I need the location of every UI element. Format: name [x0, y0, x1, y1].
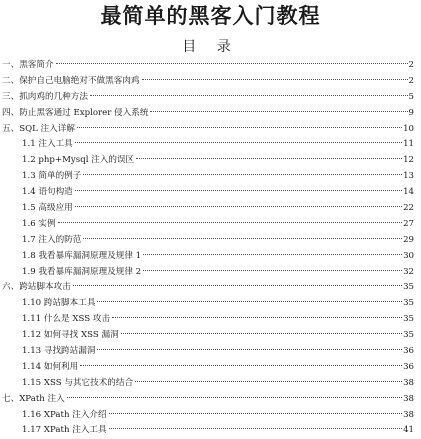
toc-dot-leader	[75, 190, 402, 191]
toc-entry-label: 1.11 什么是 XSS 攻击	[22, 314, 111, 325]
toc-dot-leader	[112, 317, 402, 318]
toc-dot-leader	[90, 95, 408, 96]
toc-section-entry[interactable]	[0, 328, 421, 344]
toc-page-number: 36	[403, 361, 414, 372]
toc-dot-leader	[136, 158, 402, 159]
toc-section-entry[interactable]	[0, 185, 421, 201]
toc-dot-leader	[75, 206, 402, 207]
toc-page-number: 35	[403, 330, 414, 341]
toc-section-entry[interactable]	[0, 296, 421, 312]
toc-section-entry[interactable]	[0, 423, 421, 439]
toc-dot-leader	[97, 349, 402, 350]
toc-section-entry[interactable]	[0, 249, 421, 265]
toc-section-entry[interactable]	[0, 360, 421, 376]
toc-entry-label: 1.7 注入的防范	[22, 234, 82, 245]
toc-entry-label: 1.15 XSS 与其它技术的结合	[22, 377, 134, 388]
toc-section-entry[interactable]	[0, 344, 421, 360]
toc-page-number: 35	[403, 298, 414, 309]
toc-page-number: 14	[403, 187, 414, 198]
toc-entry-label: 1.16 XPath 注入介绍	[22, 409, 107, 420]
toc-section-entry[interactable]	[0, 137, 421, 153]
toc-entry-label: 1.8 我看暴库漏洞原理及规律 1	[22, 250, 142, 261]
toc-dot-leader	[83, 174, 402, 175]
toc-page-number: 9	[408, 107, 414, 118]
toc-page-number: 36	[403, 346, 414, 357]
toc-entry-label: 四、防止黑客通过 Explorer 侵入系统	[2, 107, 149, 118]
toc-dot-leader	[83, 238, 402, 239]
toc-chapter-entry[interactable]	[0, 90, 421, 106]
toc-page-number: 5	[408, 91, 414, 102]
toc-page-number: 12	[403, 155, 414, 166]
toc-page-number: 29	[403, 234, 414, 245]
toc-section-entry[interactable]	[0, 169, 421, 185]
toc-entry-label: 五、SQL 注入详解	[2, 123, 75, 134]
toc-page-number: 11	[403, 139, 414, 150]
toc-section-entry[interactable]	[0, 265, 421, 281]
toc-dot-leader	[142, 79, 408, 80]
toc-page-number: 35	[403, 282, 414, 293]
toc-entry-label: 1.13 寻找跨站漏洞	[22, 346, 96, 357]
toc-page-number: 10	[403, 123, 414, 134]
toc-entry-label: 一、黑客简介	[2, 60, 54, 70]
toc-dot-leader	[121, 333, 402, 334]
toc-page-number: 32	[403, 266, 414, 277]
toc-heading: 目 录	[182, 39, 239, 55]
toc-page-number: 27	[403, 218, 414, 229]
toc-section-entry[interactable]	[0, 312, 421, 328]
toc-dot-leader	[109, 413, 402, 414]
toc-dot-leader	[97, 301, 402, 302]
toc-entry-label: 六、跨站脚本攻击	[2, 282, 71, 293]
toc-page-number: 41	[403, 425, 414, 436]
toc-dot-leader	[73, 285, 402, 286]
toc-section-entry[interactable]	[0, 217, 421, 233]
toc-page-number: 30	[403, 250, 414, 261]
toc-dot-leader	[58, 222, 402, 223]
toc-chapter-entry[interactable]	[0, 58, 421, 74]
toc-dot-leader	[143, 254, 402, 255]
toc-dot-leader	[80, 365, 402, 366]
toc-page-number: 22	[403, 203, 414, 214]
toc-page-number: 13	[403, 171, 414, 182]
toc-entry-label: 1.14 如何利用	[22, 361, 79, 372]
toc-entry-label: 1.5 高级应用	[22, 203, 73, 214]
toc-entry-label: 1.3 简单的例子	[22, 171, 82, 182]
toc-page-number: 38	[403, 377, 414, 388]
toc-entry-label: 1.9 我看暴库漏洞原理及规律 2	[22, 266, 142, 277]
toc-section-entry[interactable]	[0, 376, 421, 392]
toc-section-entry[interactable]	[0, 153, 421, 169]
toc-section-entry[interactable]	[0, 201, 421, 217]
toc-dot-leader	[135, 381, 402, 382]
toc-page-number: 2	[408, 60, 414, 70]
toc-entry-label: 1.6 实例	[22, 218, 56, 229]
toc-dot-leader	[67, 397, 402, 398]
document-title: 最简单的黑客入门教程	[100, 3, 321, 28]
toc-page-number: 2	[408, 75, 414, 86]
toc-section-entry[interactable]	[0, 233, 421, 249]
toc-dot-leader	[56, 63, 408, 64]
toc-page-number: 38	[403, 393, 414, 404]
toc-chapter-entry[interactable]	[0, 122, 421, 138]
toc-chapter-entry[interactable]	[0, 280, 421, 296]
toc-page-number: 38	[403, 409, 414, 420]
toc-chapter-entry[interactable]	[0, 392, 421, 408]
toc-dot-leader	[77, 127, 402, 128]
toc-dot-leader	[109, 428, 402, 429]
toc-chapter-entry[interactable]	[0, 74, 421, 90]
toc-entry-label: 1.2 php+Mysql 注入的误区	[22, 155, 135, 166]
toc-entry-label: 1.4 语句构造	[22, 187, 73, 198]
toc-page-number: 35	[403, 314, 414, 325]
toc-entry-label: 1.12 如何寻找 XSS 漏洞	[22, 330, 119, 341]
toc-chapter-entry[interactable]	[0, 106, 421, 122]
toc-entry-label: 1.17 XPath 注入工具	[22, 425, 107, 436]
toc-entry-label: 七、XPath 注入	[2, 393, 65, 404]
toc-entry-label: 三、抓肉鸡的几种方法	[2, 91, 88, 102]
toc-dot-leader	[143, 270, 402, 271]
toc-dot-leader	[75, 142, 402, 143]
toc-dot-leader	[150, 111, 407, 112]
table-of-contents	[0, 58, 421, 439]
toc-entry-label: 1.1 注入工具	[22, 139, 73, 150]
toc-entry-label: 1.10 跨站脚本工具	[22, 298, 96, 309]
toc-section-entry[interactable]	[0, 408, 421, 424]
toc-entry-label: 二、保护自己电脑绝对不做黑客肉鸡	[2, 75, 140, 86]
